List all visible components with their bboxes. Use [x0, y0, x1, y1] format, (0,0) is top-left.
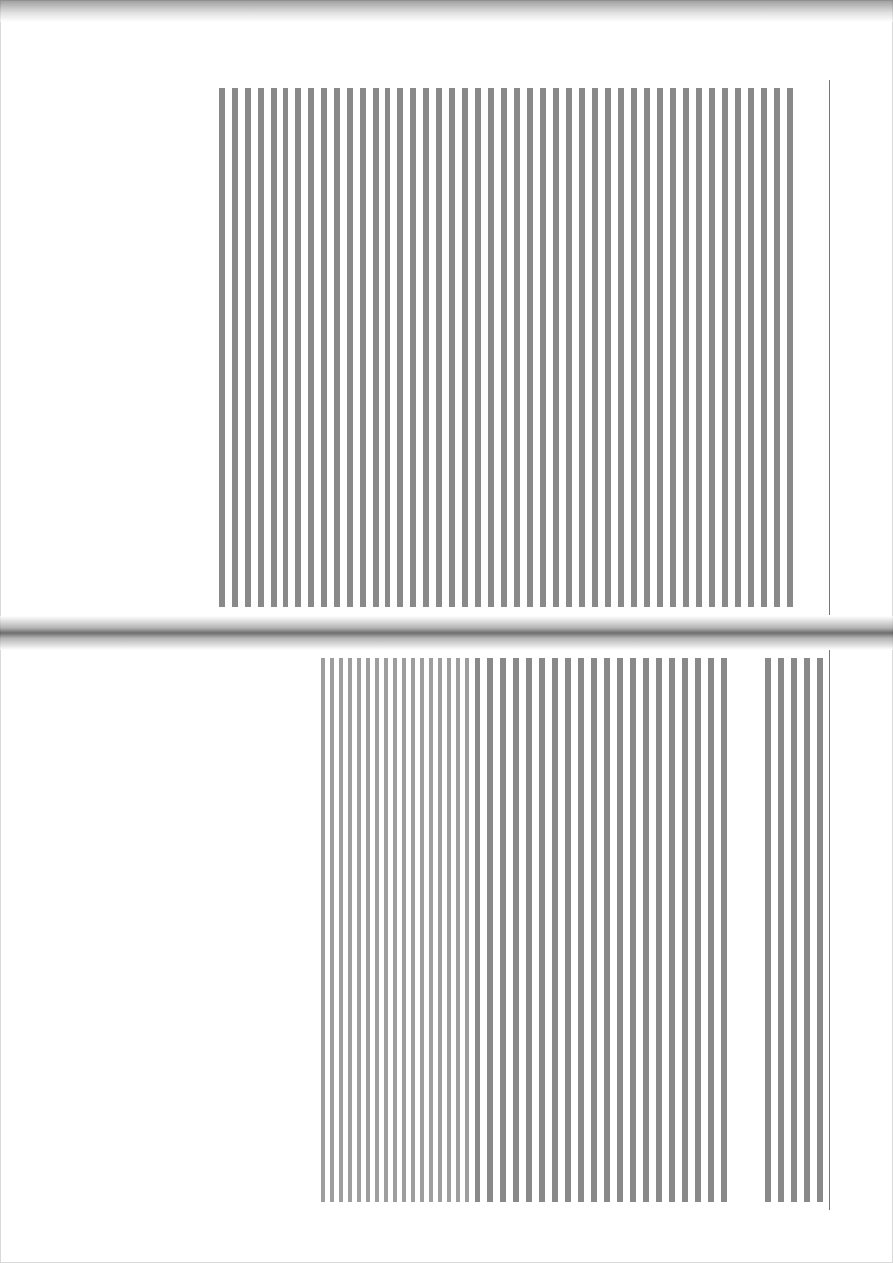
page-left-section-title — [799, 80, 817, 615]
paragraph — [385, 88, 481, 607]
paragraph — [577, 658, 727, 1202]
illegible-text-lines — [643, 88, 793, 607]
paragraph — [643, 88, 793, 607]
reference-list — [319, 658, 469, 1202]
page-right — [60, 650, 850, 1210]
page-left — [60, 80, 850, 615]
illegible-text-lines — [763, 658, 823, 1202]
paragraph — [283, 88, 379, 607]
page-right-section-title — [733, 650, 751, 1210]
paragraph — [763, 658, 823, 1202]
illegible-text-lines — [217, 88, 277, 607]
scan-shadow-top — [0, 0, 893, 22]
paragraph — [487, 88, 637, 607]
page-right-header — [829, 650, 850, 1210]
illegible-text-lines — [283, 88, 379, 607]
illegible-text-lines — [487, 88, 637, 607]
page-left-number — [838, 86, 850, 96]
page-left-running-header — [838, 599, 850, 609]
page-right-number — [838, 1194, 850, 1204]
paragraph — [475, 658, 571, 1202]
page-right-running-header — [838, 656, 850, 666]
illegible-reference-lines — [319, 658, 469, 1202]
illegible-text-lines — [577, 658, 727, 1202]
illegible-text-lines — [385, 88, 481, 607]
illegible-text-lines — [475, 658, 571, 1202]
paragraph — [217, 88, 277, 607]
page-left-header — [829, 80, 850, 615]
book-gutter — [0, 616, 893, 650]
